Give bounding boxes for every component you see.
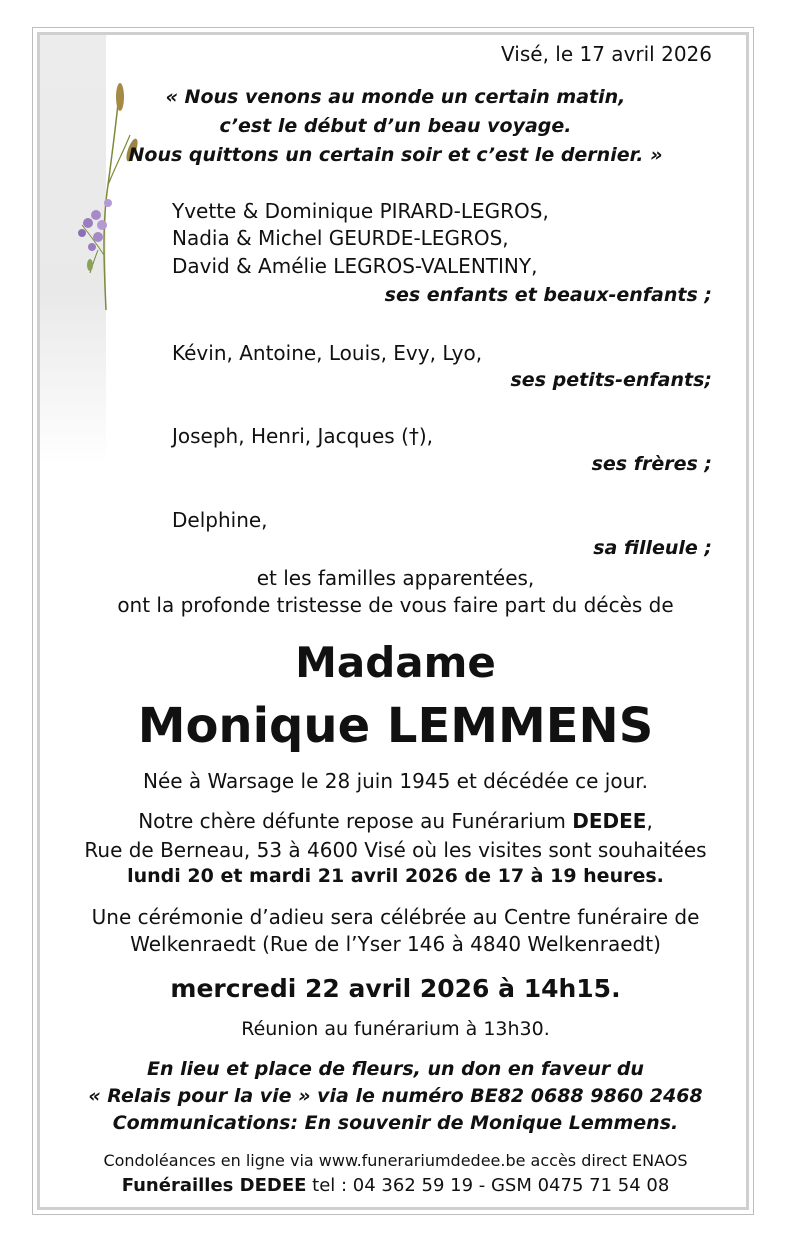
quote-line-3: Nous quittons un certain soir et c’est le dernier. » [128, 144, 663, 166]
grandchildren-names: Kévin, Antoine, Louis, Evy, Lyo, [172, 341, 483, 365]
goddaughter-name: Delphine, [172, 508, 268, 532]
meeting-time: Réunion au funérarium à 13h30. [241, 1018, 550, 1040]
deceased-title: Madame [295, 638, 496, 687]
birth-death-line: Née à Warsage le 28 juin 1945 et décédée ce jour. [143, 769, 648, 793]
announcement-line: ont la profonde tristesse de vous faire part du décès de [117, 593, 674, 617]
visitation-line-1: Notre chère défunte repose au Funérarium DEDEE, [138, 809, 653, 833]
grandchildren-role: ses petits-enfants; [510, 369, 712, 391]
donation-line-1: En lieu et place de fleurs, un don en faveur du [147, 1058, 644, 1080]
ceremony-line-2: Welkenraedt (Rue de l’Yser 146 à 4840 Welkenraedt) [130, 932, 661, 956]
quote-line-2: c’est le début d’un beau voyage. [219, 115, 572, 137]
visitation-line-2: Rue de Berneau, 53 à 4600 Visé où les visites sont souhaitées [84, 838, 707, 862]
siblings-names: Joseph, Henri, Jacques (†), [172, 424, 434, 448]
donation-line-3: Communications: En souvenir de Monique Lemmens. [112, 1112, 679, 1134]
goddaughter-role: sa filleule ; [593, 537, 712, 559]
deceased-name: Monique LEMMENS [137, 698, 654, 754]
funeral-home-name: DEDEE [572, 809, 647, 833]
donation-line-2: « Relais pour la vie » via le numéro BE82 0688 9860 2468 [88, 1085, 703, 1107]
quote-line-1: « Nous venons au monde un certain matin, [165, 86, 626, 108]
visitation-hours: lundi 20 et mardi 21 avril 2026 de 17 à 19 heures. [127, 865, 664, 887]
ceremony-line-1: Une cérémonie d’adieu sera célébrée au Centre funéraire de [91, 905, 700, 929]
condolences-line: Condoléances en ligne via www.funerariumdedee.be accès direct ENAOS [103, 1151, 688, 1170]
children-line-3: David & Amélie LEGROS-VALENTINY, [172, 254, 538, 278]
company-name: Funérailles DEDEE [121, 1175, 307, 1196]
phone-numbers: tel : 04 362 59 19 - GSM 0475 71 54 08 [306, 1175, 670, 1196]
letter-date: Visé, le 17 avril 2026 [501, 42, 712, 66]
footer-contact [0, 1175, 791, 1196]
children-line-2: Nadia & Michel GEURDE-LEGROS, [172, 226, 509, 250]
relatives-line: et les familles apparentées, [256, 566, 535, 590]
siblings-role: ses frères ; [591, 453, 712, 475]
ceremony-date: mercredi 22 avril 2026 à 14h15. [170, 974, 621, 1003]
children-line-1: Yvette & Dominique PIRARD-LEGROS, [172, 199, 549, 223]
children-role: ses enfants et beaux-enfants ; [384, 284, 712, 306]
wildflower-illustration [68, 75, 138, 315]
